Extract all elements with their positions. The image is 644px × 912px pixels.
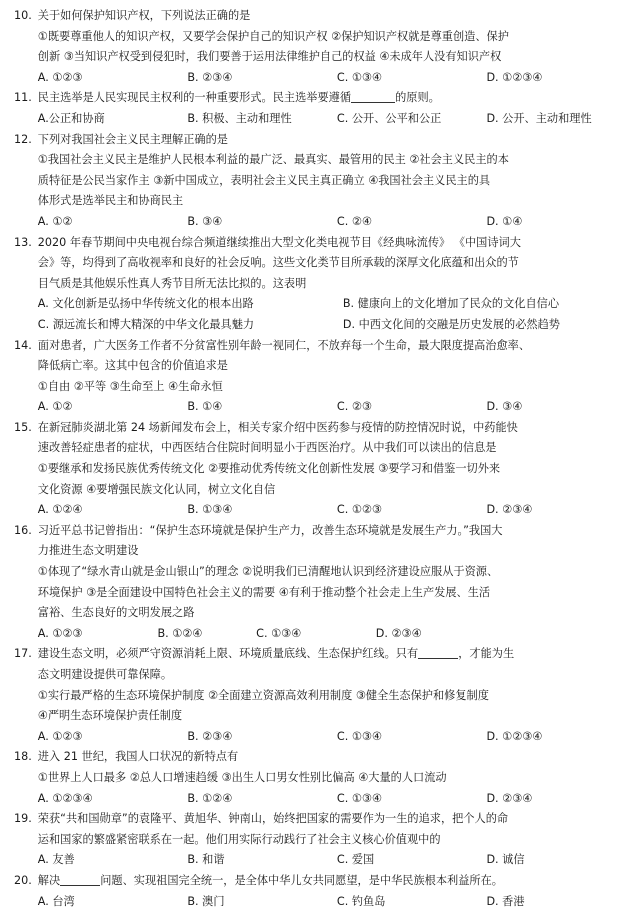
- option-d[interactable]: D. 诚信: [486, 853, 525, 867]
- question-stem: 力推进生态文明建设: [37, 544, 139, 558]
- statement-line: ①我国社会主义民主是维护人民根本利益的最广泛、最真实、最管用的民主 ②社会主义民主的本: [37, 153, 509, 167]
- question-stem: 荣获“共和国勋章”的袁隆平、黄旭华、钟南山，始终把国家的需要作为一生的追求，把个人的命: [37, 812, 509, 826]
- option-d[interactable]: D. ②③④: [375, 626, 422, 640]
- question-stem: 降低病亡率。这其中包含的价值追求是: [37, 359, 228, 373]
- option-b[interactable]: B. 健康向上的文化增加了民众的文化自信心: [342, 297, 560, 311]
- option-d[interactable]: D. ①④: [486, 214, 523, 228]
- option-d[interactable]: D. ①②③④: [486, 70, 543, 84]
- option-d[interactable]: D. 公开、主动和理性: [486, 111, 592, 125]
- option-c[interactable]: C. ①③④: [336, 729, 382, 743]
- statement-line: ①要继承和发扬民族优秀传统文化 ②要推动优秀传统文化创新性发展 ③要学习和借鉴一切外来: [37, 462, 501, 476]
- question-stem: 态文明建设提供可靠保障。: [37, 668, 173, 681]
- option-b[interactable]: B. ②③④: [187, 729, 233, 743]
- question-stem: 建设生态文明，必须严守资源消耗上限、环境质量底线、生态保护红线。只有: [37, 647, 419, 661]
- statement-line: 富裕、生态良好的文明发展之路: [37, 606, 195, 620]
- question-stem-cont: 问题、实现祖国完全统一，是全体中华儿女共同愿望，是中华民族根本利益所在。: [100, 873, 503, 887]
- statement-line: ①既要尊重他人的知识产权，又要学会保护自己的知识产权 ②保护知识产权就是尊重创造、保护: [37, 29, 509, 43]
- question-stem: 运和国家的繁盛紧密联系在一起。他们用实际行动践行了社会主义核心价值观中的: [37, 832, 441, 846]
- option-c[interactable]: C. 源远流长和博大精深的中华文化最具魅力: [37, 317, 255, 331]
- question-number: 14.: [14, 338, 32, 352]
- option-b[interactable]: B. ②③④: [187, 70, 233, 84]
- question-stem: 面对患者，广大医务工作者不分贫富性别年龄一视同仁，不放弃每一个生命，最大限度提高治愈率、: [37, 338, 531, 352]
- fill-blank[interactable]: [418, 646, 458, 659]
- statement-line: ①世界上人口最多 ②总人口增速趋缓 ③出生人口男女性别比偏高 ④大量的人口流动: [37, 770, 447, 784]
- option-a[interactable]: A. ①②③: [37, 729, 83, 743]
- question-number: 17.: [14, 647, 32, 661]
- option-c[interactable]: C. 钓鱼岛: [336, 894, 386, 908]
- option-c[interactable]: C. ①③④: [336, 70, 382, 84]
- answer-options: [38, 212, 636, 233]
- question-stem: 速改善轻症患者的症状，中西医结合住院时间明显小于西医治疗。从中我们可以读出的信息是: [37, 441, 497, 455]
- statement-line: 创新 ③当知识产权受到侵犯时，我们要善于运用法律维护自己的权益 ④未成年人没有知识产权: [37, 50, 502, 64]
- answer-options: [38, 397, 636, 418]
- option-c[interactable]: C. ②④: [336, 214, 372, 228]
- option-a[interactable]: A. 文化创新是弘扬中华传统文化的根本出路: [37, 297, 254, 311]
- option-a[interactable]: A. ①②③④: [37, 791, 93, 805]
- answer-options-row: [38, 294, 636, 315]
- question-19: [14, 809, 636, 871]
- option-a[interactable]: A. 台湾: [37, 894, 75, 908]
- question-12: [14, 130, 636, 233]
- option-b[interactable]: B. 积极、主动和理性: [187, 111, 292, 125]
- question-stem: 关于如何保护知识产权，下列说法正确的是: [37, 9, 251, 22]
- question-stem: 会》等，均得到了高收视率和良好的社会反响。这些文化类节目所承载的深厚文化底蕴和出众的节: [37, 256, 519, 270]
- answer-options: [38, 109, 636, 130]
- statement-line: 环境保护 ③是全面建设中国特色社会主义的需要 ④有利于推动整个社会走上生产发展、生活: [37, 585, 491, 599]
- statement-line: ①实行最严格的生态环境保护制度 ②全面建立资源高效利用制度 ③健全生态保护和修复制度: [37, 688, 489, 702]
- question-stem: 在新冠肺炎湖北第 24 场新闻发布会上，相关专家介绍中医药参与疫情的防控情况时说，中药能快: [37, 420, 518, 434]
- question-17: [14, 644, 636, 747]
- option-b[interactable]: B. ①②④: [187, 791, 233, 805]
- statement-line: 质特征是公民当家作主 ③新中国成立，表明社会主义民主真正确立 ④我国社会主义民主的具: [37, 173, 491, 187]
- question-15: [14, 418, 636, 521]
- question-number: 19.: [14, 812, 32, 826]
- fill-blank[interactable]: [351, 90, 395, 103]
- question-stem-cont: ，才能为生: [458, 647, 515, 661]
- answer-options: [38, 892, 636, 912]
- answer-options: [38, 624, 636, 645]
- option-b[interactable]: B. 澳门: [187, 894, 225, 908]
- option-d[interactable]: D. 香港: [486, 894, 525, 908]
- question-stem: 2020 年春节期间中央电视台综合频道继续推出大型文化类电视节目《经典咏流传》 《中国诗词大: [37, 235, 521, 249]
- question-number: 15.: [14, 420, 32, 434]
- option-c[interactable]: C. ①③④: [336, 791, 382, 805]
- question-13: [14, 233, 636, 336]
- question-number: 16.: [14, 523, 32, 537]
- question-11: [14, 88, 636, 129]
- question-stem: 下列对我国社会主义民主理解正确的是: [37, 132, 228, 146]
- option-c[interactable]: C. ①③④: [256, 626, 302, 640]
- answer-options: [38, 727, 636, 748]
- question-number: 11.: [14, 91, 32, 105]
- option-a[interactable]: A.公正和协商: [37, 111, 105, 125]
- answer-options: [38, 68, 636, 89]
- question-14: [14, 336, 636, 418]
- option-d[interactable]: D. ②③④: [486, 503, 533, 517]
- option-c[interactable]: C. ②③: [336, 400, 372, 414]
- option-d[interactable]: D. ②③④: [486, 791, 533, 805]
- option-c[interactable]: C. ①②③: [336, 503, 382, 517]
- option-d[interactable]: D. ③④: [486, 400, 523, 414]
- question-stem-end: 的原则。: [395, 91, 440, 105]
- question-number: 13.: [14, 235, 32, 249]
- option-b[interactable]: B. ③④: [187, 214, 223, 228]
- question-10: [14, 6, 636, 88]
- question-number: 12.: [14, 132, 32, 146]
- option-a[interactable]: A. ①②④: [37, 503, 83, 517]
- question-number: 10.: [14, 9, 32, 22]
- option-b[interactable]: B. ①④: [187, 400, 223, 414]
- question-18: [14, 747, 636, 809]
- question-stem: 民主选举是人民实现民主权利的一种重要形式。民主选举要遵循: [37, 91, 352, 105]
- option-a[interactable]: A. ①②③: [37, 626, 83, 640]
- option-d[interactable]: D. 中西文化间的交融是历史发展的必然趋势: [342, 317, 560, 331]
- question-stem: 习近平总书记曾指出：“保护生态环境就是保护生产力，改善生态环境就是发展生产力。”我国大: [37, 523, 503, 537]
- option-b[interactable]: B. ①②④: [157, 626, 203, 640]
- option-a[interactable]: A. ①②: [37, 400, 73, 414]
- option-a[interactable]: A. ①②: [37, 214, 73, 228]
- fill-blank[interactable]: [60, 873, 100, 886]
- option-d[interactable]: D. ①②③④: [486, 729, 543, 743]
- option-a[interactable]: A. 友善: [37, 853, 75, 867]
- statement-line: 体形式是选举民主和协商民主: [37, 194, 184, 208]
- question-number: 20.: [14, 873, 32, 887]
- option-c[interactable]: C. 爱国: [336, 853, 375, 867]
- answer-options: [38, 500, 636, 521]
- question-number: 18.: [14, 750, 32, 764]
- answer-options: [38, 789, 636, 810]
- option-a[interactable]: A. ①②③: [37, 70, 83, 84]
- statement-line: ①体现了“绿水青山就是金山银山”的理念 ②说明我们已清醒地认识到经济建设应服从于资源、: [37, 565, 499, 579]
- question-stem: 解决: [37, 873, 61, 887]
- statement-line: ④严明生态环境保护责任制度: [37, 709, 183, 723]
- option-b[interactable]: B. ①③④: [187, 503, 233, 517]
- statement-line: ①自由 ②平等 ③生命至上 ④生命永恒: [37, 379, 223, 393]
- question-16: [14, 521, 636, 645]
- question-stem: 目气质是其他娱乐性真人秀节目所无法比拟的。这表明: [37, 276, 307, 290]
- option-b[interactable]: B. 和谐: [187, 853, 225, 867]
- answer-options: [38, 850, 636, 871]
- option-c[interactable]: C. 公开、公平和公正: [336, 111, 442, 125]
- statement-line: 文化资源 ④要增强民族文化认同，树立文化自信: [37, 482, 276, 496]
- question-stem: 进入 21 世纪，我国人口状况的新特点有: [37, 750, 239, 764]
- answer-options-row: [38, 315, 636, 336]
